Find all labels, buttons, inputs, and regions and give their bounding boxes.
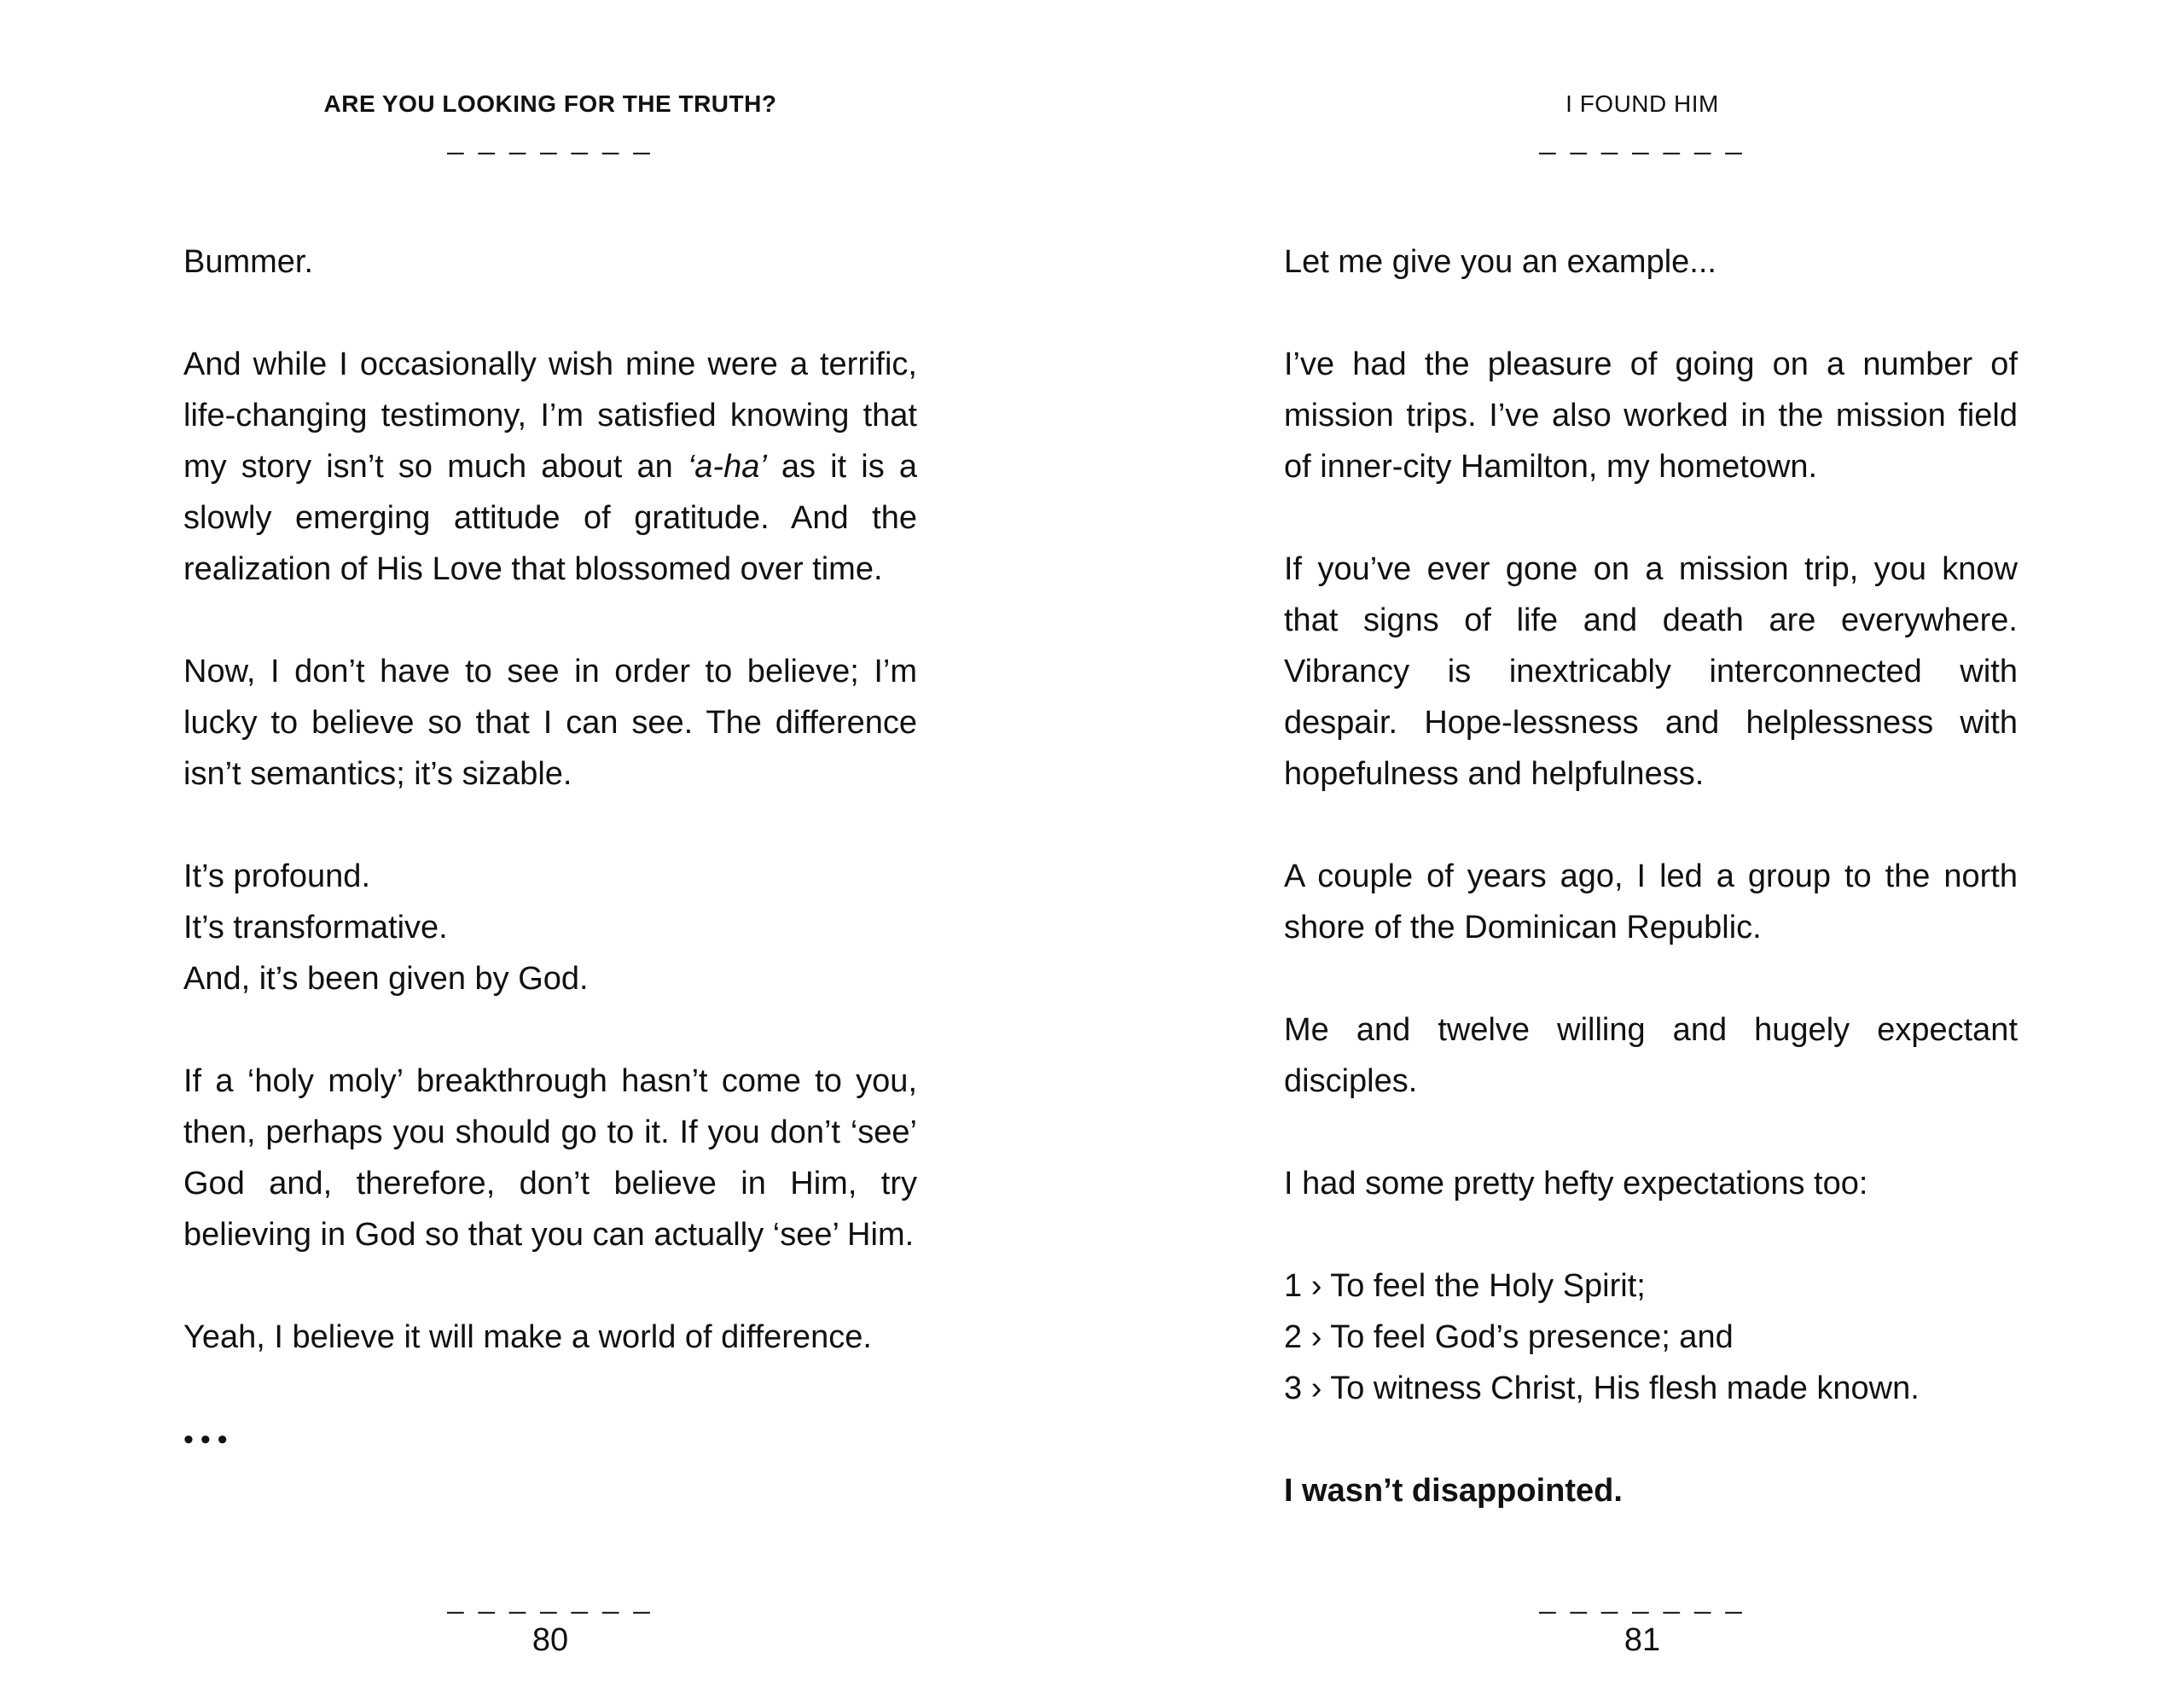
- list-item: 3 › To witness Christ, His flesh made known.: [1284, 1370, 1920, 1406]
- running-head-left: ARE YOU LOOKING FOR THE TRUTH?: [323, 90, 777, 117]
- list-item: 1 › To feel the Holy Spirit;: [1284, 1268, 1646, 1304]
- paragraph: If you’ve ever gone on a mission trip, you know that signs of life and death are everywhere. Vibrancy is inextricably interconnected with despair. Hope-lessness and helplessness with hopefulness and helpfulness.: [1284, 551, 2018, 792]
- closing-statement: I wasn’t disappointed.: [1284, 1473, 1623, 1509]
- paragraph: I had some pretty hefty expectations too:: [1284, 1166, 1868, 1202]
- section-end-mark: •••: [183, 1423, 235, 1456]
- page-number-right: 81: [1623, 1622, 1661, 1658]
- paragraph-text: And while I occasionally wish mine were a terrific, life-changing testimony, I’m satisfied knowing that my story isn’t so much about an: [183, 346, 917, 485]
- paragraph: [183, 339, 917, 595]
- body-text-right: [1284, 236, 2018, 1516]
- header-rule-right: _ _ _ _ _ _ _: [1539, 123, 1745, 155]
- footer-rule-left: _ _ _ _ _ _ _: [447, 1582, 653, 1615]
- paragraph: Let me give you an example...: [1284, 244, 1716, 280]
- paragraph: A couple of years ago, I led a group to the north shore of the Dominican Republic.: [1284, 858, 2018, 946]
- paragraph: Yeah, I believe it will make a world of difference.: [183, 1319, 872, 1355]
- paragraph: Now, I don’t have to see in order to believe; I’m lucky to believe so that I can see. The difference isn’t semantics; it’s sizable.: [183, 654, 917, 792]
- running-head-right: I FOUND HIM: [1565, 90, 1719, 117]
- header-rule-left: _ _ _ _ _ _ _: [447, 123, 653, 155]
- numbered-list: [1284, 1260, 2018, 1414]
- emphasis-text: ‘a-ha’: [687, 449, 767, 485]
- paragraph: I’ve had the pleasure of going on a number of mission trips. I’ve also worked in the mission field of inner-city Hamilton, my hometown.: [1284, 346, 2018, 485]
- stack-line: It’s transformative.: [183, 910, 448, 946]
- right-page: [1092, 0, 2184, 1699]
- page-number-left: 80: [531, 1622, 569, 1658]
- paragraph-text: as it is a slowly emerging attitude of gratitude. And the realization of His Love that blossomed over time.: [183, 449, 917, 587]
- paragraph: Me and twelve willing and hugely expectant disciples.: [1284, 1012, 2018, 1099]
- stack-line: And, it’s been given by God.: [183, 961, 589, 997]
- footer-rule-right: _ _ _ _ _ _ _: [1539, 1582, 1745, 1615]
- stack-line: It’s profound.: [183, 858, 371, 894]
- paragraph-stack: [183, 851, 917, 1004]
- paragraph: Bummer.: [183, 244, 314, 280]
- list-item: 2 › To feel God’s presence; and: [1284, 1319, 1734, 1355]
- body-text-left: [183, 236, 917, 1516]
- paragraph: If a ‘holy moly’ breakthrough hasn’t come to you, then, perhaps you should go to it. If you don’t ‘see’ God and, therefore, don’t believe in Him, try believing in God so that you can actually ‘see’ Him.: [183, 1063, 917, 1253]
